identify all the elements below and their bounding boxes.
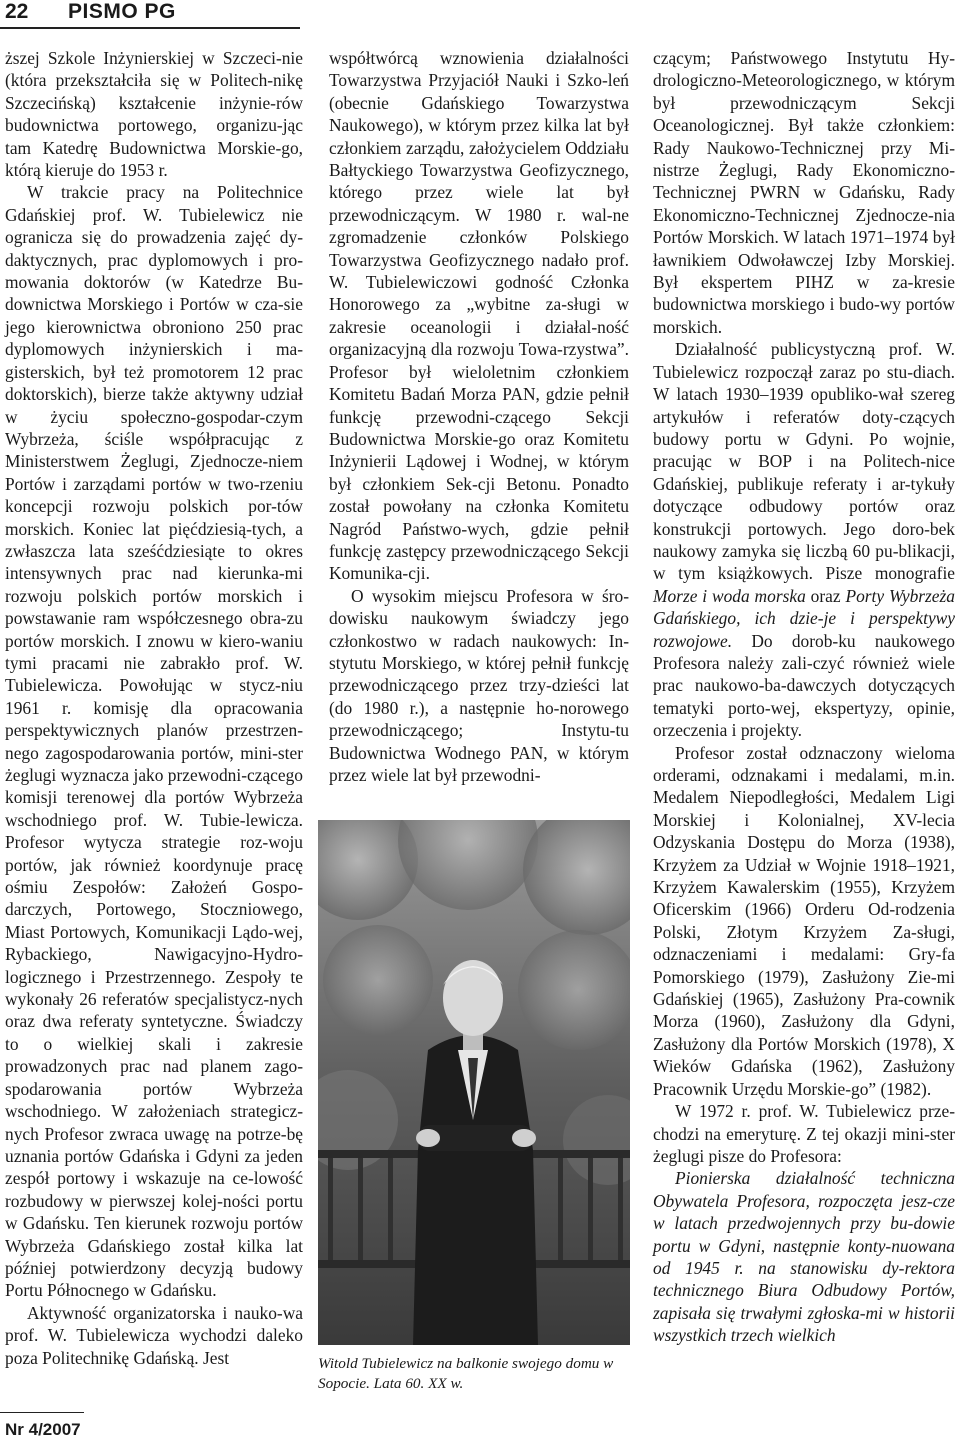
text-column-1 <box>5 47 303 1369</box>
paragraph: O wysokim miejscu Profesora w śro-dowisku naukowym świadczy jego członkostwo w radach naukowych: In-stytutu Morskiego, w której pełnił funkcję przewodniczącego przez trzy-dzieści lat (do 1980 r.), a następnie ho-norowego przewodniczącego; Instytu-tu Budownictwa Wodnego PAN, w którym przez wiele lat był przewodni- <box>329 585 629 785</box>
paragraph: W trakcie pracy na Politechnice Gdańskiej prof. W. Tubielewicz nie ogranicza się do prowadzenia zajęć dy-daktycznych, prac dyplomowych i pro-mowania doktorów (w Katedrze Bu-downictwa Morskiego i Portów w cza-sie jego kierownictwa obroniono 250 prac dyplomowych inżynierskich i ma-gisterskich, był też promotorem 12 prac doktorskich), bierze także aktywny udział w życiu społeczno-gospodar-czym Wybrzeża, ściśle współpracując z Ministerstwem Żeglugi, Zjednocze-niem Portów i zarządami portów w two-rzeniu koncepcji rozwoju polskich por-tów morskich. Koniec lat pięćdziesią-tych, a zwłaszcza lata sześćdziesiąte to okres intensywnych prac nad kierunka-mi rozwoju polskich portów morskich i powstawanie ram współczesnego obra-zu portów morskich. I znowu w kiero-waniu tymi pracami nie zabrakło prof. W. Tubielewicza. Powołując w stycz-niu 1961 r. komisję dla opracowania perspektywicznych planów przestrzen-nego zagospodarowania portów, mini-ster żeglugi wyznacza jako przewodni-czącego komisji terenowej dla portów Wybrzeża wschodniego prof. W. Tubie-lewicza. Profesor wytycza strategie roz-woju portów, jak również koordynuje pracę ośmiu Zespołów: Założeń Gospo-darczych, Portowego, Stoczniowego, Miast Portowych, Komunikacji Lądo-wej, Rybackiego, Nawigacyjno-Hydro-logicznego i Przestrzennego. Zespoły te wykonały 26 referatów specjalistycz-nych oraz dwa referaty syntetyczne. Świadczy to o wielkiej skali i zakresie prowadzonych prac nad planem zago-spodarowania portów Wybrzeża wschodniego. W założeniach strategicz-nych Profesor zwraca uwagę na potrze-bę uznania portów Gdańska i Gdyni za jeden zespół portowy i wskazuje na ce-lowość rozbudowy w pierwszej kolej-ności portu w Gdańsku. Ten kierunek rozwoju portów Wybrzeża Gdańskiego został kilka lat później potwierdzony decyzją budowy Portu Północnego w Gdańsku. <box>5 182 303 1301</box>
portrait-photo <box>318 820 630 1345</box>
issue-number: Nr 4/2007 <box>5 1420 81 1439</box>
book-title: Morze i woda morska <box>653 585 806 606</box>
text-run: oraz <box>810 585 841 606</box>
page-number: 22 <box>5 0 29 23</box>
page-header <box>0 0 960 40</box>
text-run: Działalność publicystyczną prof. W. Tubielewicz rozpoczął zaraz po stu-diach. W latach 1930–1939 opubliko-wał szereg artykułów i referatów doty-czących budowy portu w Gdyni. Po wojnie, pracując w BOP i na Politech-nice Gdańskiej, publikuje referaty i ar-tykuły dotyczące odbudowy portów oraz konstrukcji portowych. Jego doro-bek naukowy zamyka się liczbą 60 pu-blikacji, w tym książkowych. Pisze monografie <box>653 339 955 584</box>
paragraph: Profesor został odznaczony wieloma orderami, odznakami i medalami, m.in. Medalem Niepodległości, Medalem Ligi Morskiej i Kolonialnej, XV-lecia Odzyskania Dostępu do Morza (1938), Krzyżem za Udział w Wojnie 1918–1921, Krzyżem Kawalerskim (1955), Krzyżem Oficerskim (1966) Orderu Od-rodzenia Polski, Złotym Krzyżem Za-sługi, odznaczeniami i medalami: Gry-fa Pomorskiego (1979), Zasłużony Zie-mi Gdańskiej (1965), Zasłużony Pra-cownik Morza (1960), Zasłużony dla Gdyni, Zasłużony dla Portów Morskich (1978), X Wieków Gdańska (1962), Zasłużony Pracownik Urzędu Morskie-go” (1982). <box>653 742 955 1099</box>
photo-caption: Witold Tubielewicz na balkonie swojego domu w Sopocie. Lata 60. XX w. <box>318 1355 614 1392</box>
text-column-2 <box>329 47 629 786</box>
paragraph: współtwórcą wznowienia działalności Towarzystwa Przyjaciół Nauki i Szko-leń (obecnie Gdańskiego Towarzystwa Naukowego), w którym przez kilka lat był członkiem zarządu, założycielem Oddziału Bałtyckiego Towarzystwa Geofizycznego, którego przez wiele lat był przewodniczącym. W 1980 r. wal-ne zgromadzenie członków Polskiego Towarzystwa Geofizycznego nadało prof. W. Tubielewiczowi godność Członka Honorowego za „wybitne za-sługi w zakresie oceanologii i działal-ność organizacyjną dla rozwoju Towa-rzystwa”. Profesor był wieloletnim członkiem Komitetu Badań Morza PAN, gdzie pełnił funkcję przewodni-czącego Sekcji Budownictwa Morskie-go oraz Komitetu Inżynierii Lądowej i Wodnej, w którym był członkiem Sek-cji Betonu. Ponadto został powołany na członka Komitetu Nagród Państwo-wych, gdzie pełnił funkcję zastępcy przewodniczącego Sekcji Komunika-cji. <box>329 48 629 584</box>
paragraph: ższej Szkole Inżynierskiej w Szczeci-nie (która przekształciła się w Politech-nikę Szczecińską) kształcenie inżynie-rów budownictwa portowego, organizu-jąc tam Katedrę Budownictwa Morskie-go, którą kieruje do 1953 r. <box>5 48 303 181</box>
header-rule <box>0 27 300 29</box>
publication-title: PISMO PG <box>68 0 176 23</box>
quote-paragraph: Pionierska działalność techniczna Obywatela Profesora, rozpoczęta jesz-cze w latach przedwojennych przy bu-dowie portu w Gdyni, następnie konty-nuowana od 1945 r. na stanowisku dy-rektora technicznego Biura Odbudowy Portów, zapisała się trwałymi zgłoska-mi w historii wszystkich trzech wielkich <box>653 1168 955 1346</box>
paragraph <box>653 338 955 741</box>
book-title: Porty Wybrzeża Gdańskiego, ich dzie-je i perspektywy rozwojowe. <box>653 585 955 651</box>
photo-image <box>318 820 630 1345</box>
paragraph: Aktywność organizatorska i nauko-wa prof. W. Tubielewicza wychodzi daleko poza Politechnikę Gdańską. Jest <box>5 1302 303 1368</box>
paragraph: W 1972 r. prof. W. Tubielewicz prze-chodzi na emeryturę. Z tej okazji mini-ster żeglugi pisze do Profesora: <box>653 1101 955 1166</box>
paragraph: czącym; Państwowego Instytutu Hy-drologiczno-Meteorologicznego, w którym był przewodniczącym Sekcji Oceanologicznej. Był także członkiem: Rady Naukowo-Technicznej przy Mi-nistrze Żeglugi, Rady Ekonomiczno-Technicznej PWRN w Gdańsku, Rady Ekonomiczno-Technicznej Zjednocze-nia Portów Morskich. W latach 1971–1974 był ławnikiem Odwoławczej Izby Morskiej. Był ekspertem PIHZ w za-kresie budownictwa morskiego i budo-wy portów morskich. <box>653 48 955 337</box>
footer-rule <box>0 1412 84 1413</box>
text-run: Do dorob-ku naukowego Profesora należy zali-czyć również wiele prac naukowo-ba-dawczych dotyczących tematyki porto-wej, ekspertyzy, opinie, orzeczenia i projekty. <box>653 630 955 741</box>
text-column-3 <box>653 47 955 1347</box>
